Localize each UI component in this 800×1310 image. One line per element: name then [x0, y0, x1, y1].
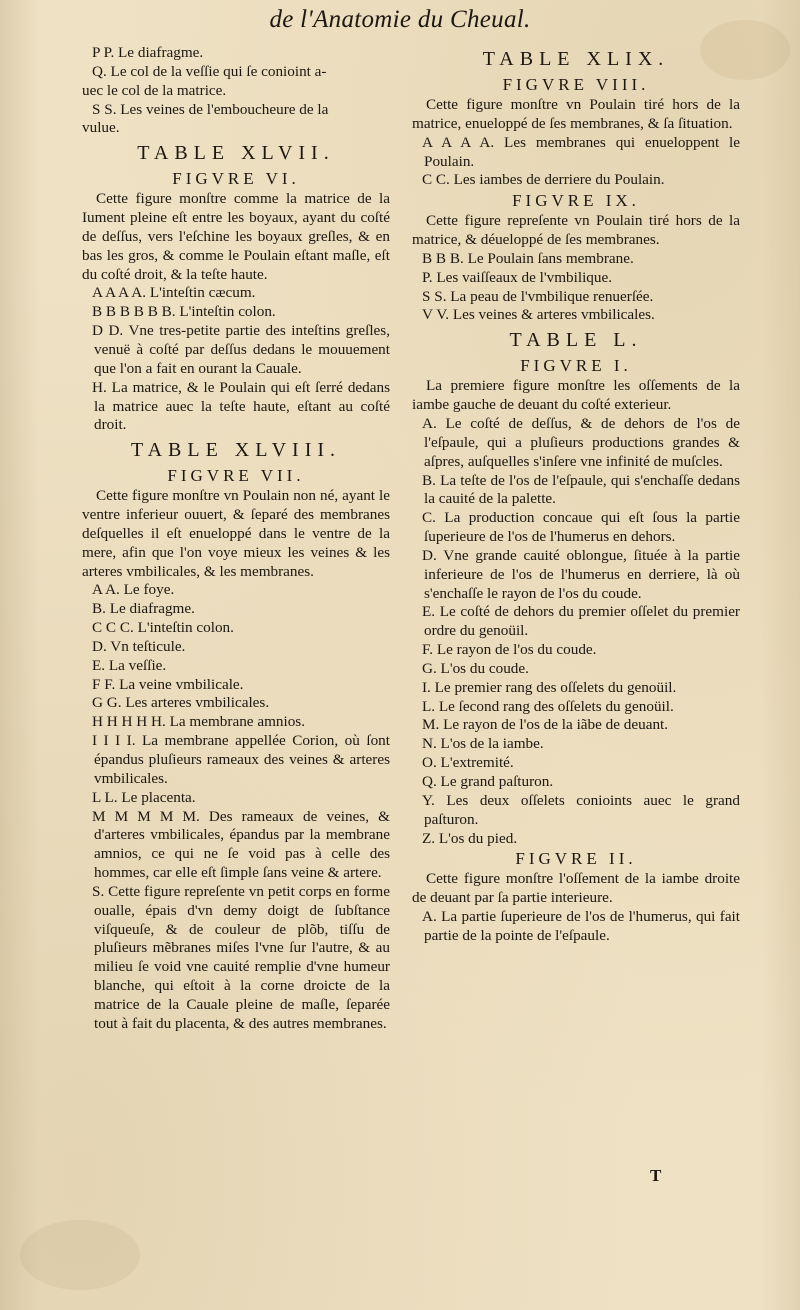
figure-heading: FIGVRE VIII. [502, 75, 650, 94]
paragraph: Cette figure monſtre comme la matrice de la Iument pleine eſt entre les boyaux, ayant du coſté de deſſus, vers l'eſchine les boyaux greſles, & en bas les gros, & comme le Poulain eſtant maſle, eſt du coſté droit, & la teſte haute. [82, 190, 390, 283]
paper-stain [20, 1220, 140, 1290]
legend-item: G G. Les arteres vmbilicales. [92, 694, 270, 712]
legend-item: F F. La veine vmbilicale. [92, 675, 244, 693]
figure-heading: FIGVRE II. [515, 849, 637, 869]
catchword: T [650, 1166, 662, 1185]
table-heading: TABLE XLIX. [482, 48, 670, 70]
legend-item: C C. Les iambes de derriere du Poulain. [422, 171, 665, 189]
legend-item: S. Cette figure repreſente vn petit corps en forme oualle, épais d'vn demy doigt de ſubſtance viſqueuſe, & de couleur de plõb, tiſſu de pluſieurs mẽbranes miſes l'vne ſur l'autre, & au milieu ſe void vne cauité remplie d'vne humeur blanche, qui eſtoit à la corne droicte de la matrice de la Cauale pleine de maſle, ſeparée tout à fait du placenta, & des autres membranes. [92, 882, 390, 1032]
table-heading: TABLE XLVII. [137, 142, 335, 165]
legend-item: P. Les vaiſſeaux de l'vmbilique. [422, 268, 613, 286]
legend-item: H H H H H. La membrane amnios. [92, 713, 305, 731]
figure-heading: FIGVRE IX. [512, 191, 640, 211]
legend-item: V V. Les veines & arteres vmbilicales. [422, 306, 655, 324]
legend-item: Z. L'os du pied. [422, 829, 518, 847]
figure-heading: FIGVRE VI. [172, 169, 300, 189]
legend-item: A A A A. Les membranes qui enueloppent le Poulain. [422, 133, 740, 170]
legend-item: N. L'os de la iambe. [422, 735, 544, 753]
legend-item: H. La matrice, & le Poulain qui eſt ſerré dedans la matrice auec la teſte haute, eſtant au coſté droit. [92, 378, 390, 434]
legend-item: E. La veſſie. [92, 656, 167, 674]
legend-item: I I I I. La membrane appellée Corion, où ſont épandus pluſieurs rameaux des veines & arteres vmbilicales. [92, 732, 390, 787]
paragraph: Cette figure monſtre vn Poulain tiré hors de la matrice, enueloppé de ſes membranes, & ſa ſituation. [412, 96, 740, 132]
continuation-line: vulue. [82, 119, 120, 137]
legend-item: A A. Le foye. [92, 581, 175, 599]
paragraph: Cette figure repreſente vn Poulain tiré hors de la matrice, & déueloppé de ſes membranes. [412, 212, 740, 249]
legend-item: A. Le coſté de deſſus, & de dehors de l'os de l'eſpaule, qui a pluſieurs productions grandes & aſpres, auſquelles s'inſere vne infinité de muſcles. [422, 414, 740, 470]
continuation-line: uec le col de la matrice. [82, 81, 227, 99]
legend-item: C C C. L'inteſtin colon. [92, 619, 234, 637]
legend-item: B. La teſte de l'os de l'eſpaule, qui s'enchaſſe dedans la cauité de la palette. [422, 471, 740, 508]
paragraph: La premiere figure monſtre les oſſements de la iambe gauche de deuant du coſté exterieur. [412, 377, 740, 414]
legend-item: S S. Les veines de l'emboucheure de la [92, 100, 329, 118]
left-column [82, 44, 390, 1034]
legend-item: M. Le rayon de l'os de la iãbe de deuant. [422, 716, 669, 734]
figure-heading: FIGVRE I. [520, 356, 632, 376]
legend-item: O. L'extremité. [422, 754, 514, 772]
table-heading: TABLE L. [509, 329, 643, 352]
legend-item: D. Vn teſticule. [92, 637, 186, 655]
paragraph: Cette figure monſtre l'oſſement de la iambe droite de deuant par ſa partie interieure. [412, 870, 740, 907]
legend-item: A. La partie ſuperieure de l'os de l'humerus, qui fait partie de la pointe de l'eſpaule. [422, 908, 740, 944]
legend-item: B. Le diafragme. [92, 600, 195, 618]
table-heading: TABLE XLVIII. [130, 439, 342, 462]
legend-item: A A A A. L'inteſtin cæcum. [92, 284, 256, 302]
legend-item: Y. Les deux oſſelets conioints auec le grand paſturon. [422, 791, 740, 828]
legend-item: I. Le premier rang des oſſelets du genoüil. [422, 678, 677, 696]
legend-item: C. La production concaue qui eſt ſous la partie ſuperieure de l'os de l'humerus en dehors. [422, 509, 740, 546]
figure-heading: FIGVRE VII. [167, 466, 305, 486]
legend-item: Q. Le grand paſturon. [422, 773, 554, 790]
legend-item: D. Vne grande cauité oblongue, ſituée à la partie inferieure de l'os de l'humerus en derriere, là où s'enchaſſe le rayon de l'os du coude. [422, 546, 740, 602]
legend-item: L. Le ſecond rang des oſſelets du genoüil. [422, 697, 674, 715]
legend-item: D D. Vne tres-petite partie des inteſtins greſles, venuë à coſté par deſſus dedans le mouuement que l'on a fait en ourant la Cauale. [92, 322, 390, 377]
right-column [412, 44, 740, 946]
running-header: de l'Anatomie du Cheual. [269, 6, 531, 33]
legend-item: P P. Le diafragme. [92, 44, 204, 61]
legend-item: B B B B B B. L'inteſtin colon. [92, 303, 276, 321]
legend-item: Q. Le col de la veſſie qui ſe conioint a- [92, 62, 327, 80]
legend-item: S S. La peau de l'vmbilique renuerſée. [422, 287, 654, 305]
legend-item: F. Le rayon de l'os du coude. [422, 641, 597, 659]
legend-item: L L. Le placenta. [92, 788, 196, 806]
legend-item: B B B. Le Poulain ſans membrane. [422, 249, 634, 267]
paragraph: Cette figure monſtre vn Poulain non né, ayant le ventre inferieur ouuert, & ſeparé des membranes deſquelles il eſt enueloppé dans le ventre de la mere, afin que l'on voye mieux les veines & les arteres vmbilicales, & les membranes. [82, 487, 390, 580]
legend-item: E. Le coſté de dehors du premier oſſelet du premier ordre du genoüil. [422, 603, 740, 640]
legend-item: G. L'os du coude. [422, 659, 529, 677]
legend-item: M M M M M. Des rameaux de veines, & d'arteres vmbilicales, épandus par la membrane amnios, ce qui ne ſe void pas à celle des hommes, car elle eſt ſimple ſans veine & artere. [92, 807, 390, 882]
